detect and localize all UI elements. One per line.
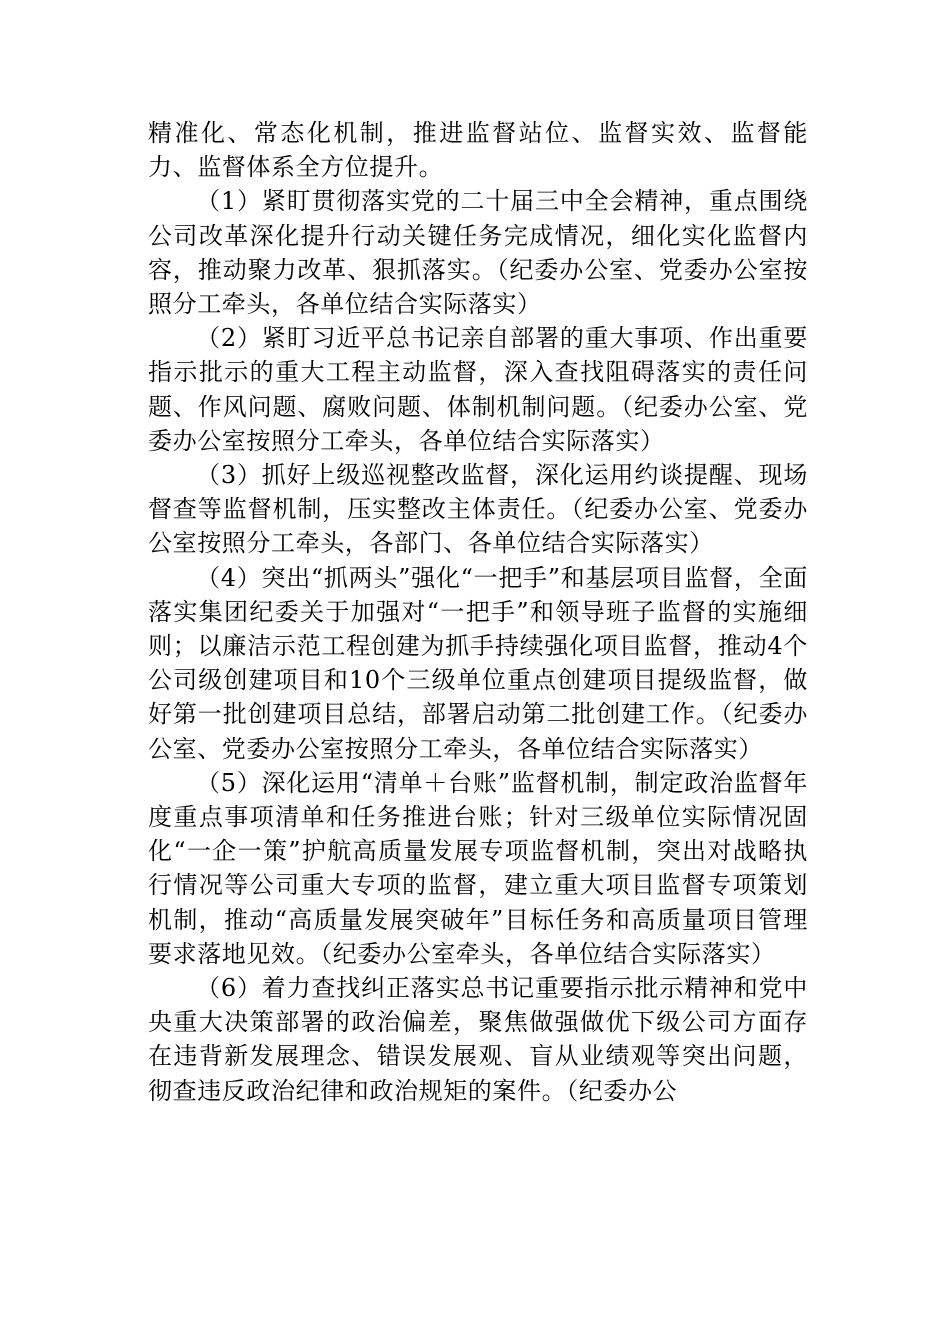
paragraph-item-5: （5）深化运用“清单＋台账”监督机制，制定政治监督年度重点事项清单和任务推进台账；针对三级单位实际情况固化“一企一策”护航高质量发展专项监督机制，突出对战略执行情况等公司重大专项的监督，建立重大项目监督专项策划机制，推动“高质量发展突破年”目标任务和高质量项目管理要求落地见效。（纪委办公室牵头，各单位结合实际落实）: [148, 768, 808, 968]
paragraph-item-2: （2）紧盯习近平总书记亲自部署的重大事项、作出重要指示批示的重大工程主动监督，深入查找阻碍落实的责任问题、作风问题、腐败问题、体制机制问题。（纪委办公室、党委办公室按照分工牵头，各单位结合实际落实）: [148, 324, 808, 455]
paragraph-continuation: 精准化、常态化机制，推进监督站位、监督实效、监督能力、监督体系全方位提升。: [148, 119, 808, 182]
paragraph-item-6: （6）着力查找纠正落实总书记重要指示批示精神和党中央重大决策部署的政治偏差，聚焦做强做优下级公司方面存在违背新发展理念、错误发展观、盲从业绩观等突出问题，彻查违反政治纪律和政治规矩的案件。（纪委办公: [148, 974, 808, 1105]
document-body: [148, 116, 808, 1108]
paragraph-item-4: （4）突出“抓两头”强化“一把手”和基层项目监督，全面落实集团纪委关于加强对“一把手”和领导班子监督的实施细则；以廉洁示范工程创建为抓手持续强化项目监督，推动4个公司级创建项目和10个三级单位重点创建项目提级监督，做好第一批创建项目总结，部署启动第二批创建工作。（纪委办公室、党委办公室按照分工牵头，各单位结合实际落实）: [148, 563, 808, 763]
paragraph-item-1: （1）紧盯贯彻落实党的二十届三中全会精神，重点围绕公司改革深化提升行动关键任务完成情况，细化实化监督内容，推动聚力改革、狠抓落实。（纪委办公室、党委办公室按照分工牵头，各单位结合实际落实）: [148, 187, 808, 319]
paragraph-item-3: （3）抓好上级巡视整改监督，深化运用约谈提醒、现场督查等监督机制，压实整改主体责任。（纪委办公室、党委办公室按照分工牵头，各部门、各单位结合实际落实）: [148, 461, 808, 558]
